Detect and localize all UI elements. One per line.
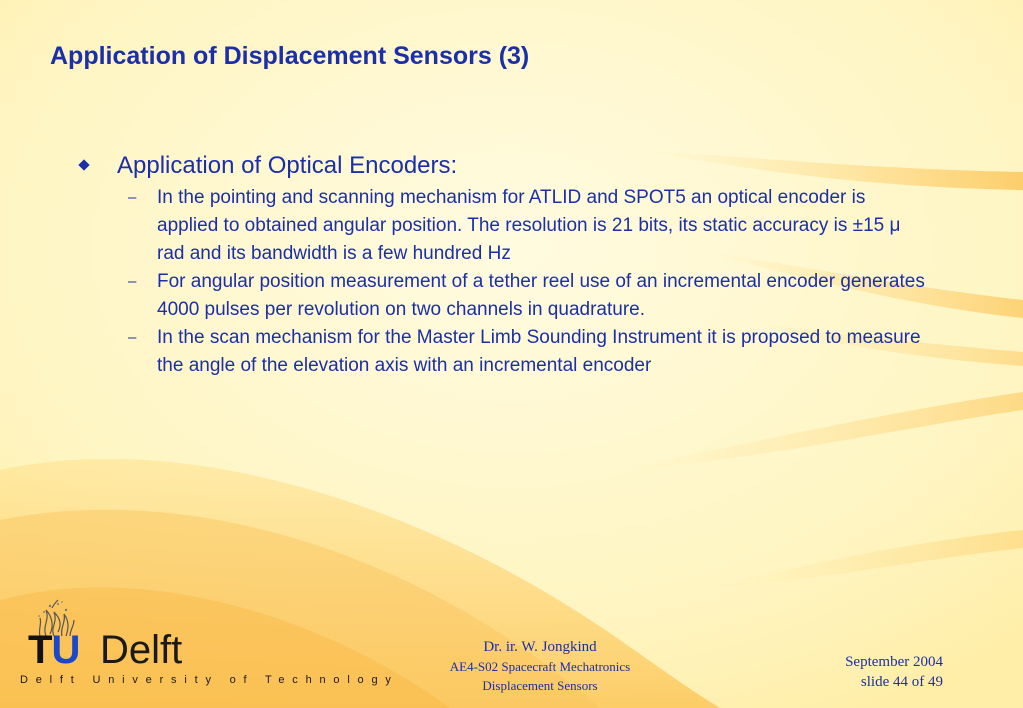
footer-course: AE4-S02 Spacecraft Mechatronics: [449, 659, 631, 674]
university-name: Delft University of Technology: [20, 674, 399, 686]
sub-bullet-list: [80, 184, 940, 380]
dash-bullet-icon: –: [128, 329, 137, 346]
footer-author: Dr. ir. W. Jongkind: [483, 639, 597, 655]
footer-date: September 2004: [845, 654, 943, 670]
sub-bullet-text: In the scan mechanism for the Master Limb Sounding Instrument it is proposed to measure the angle of the elevation axis with an incremental encoder: [157, 327, 921, 376]
sub-bullet-item: [80, 268, 940, 324]
sub-bullet-text: In the pointing and scanning mechanism for ATLID and SPOT5 an optical encoder is applied to obtained angular position. The resolution is 21 bits, its static accuracy is ±15 μ rad and its bandwidth is a few hundred Hz: [157, 187, 901, 264]
sub-bullet-item: [80, 324, 940, 380]
footer-topic: Displacement Sensors: [482, 678, 598, 693]
tu-delft-logo: [20, 598, 399, 698]
tu-wordmark: TU: [28, 628, 80, 672]
dash-bullet-icon: –: [128, 273, 137, 290]
sub-bullet-text: For angular position measurement of a tether reel use of an incremental encoder generates 4000 pulses per revolution on two channels in quadrature.: [157, 271, 925, 320]
diamond-bullet-icon: [78, 159, 89, 170]
bullet-item: [80, 150, 940, 182]
bullet-text: Application of Optical Encoders:: [117, 152, 458, 179]
slide-title: Application of Displacement Sensors (3): [50, 42, 530, 70]
footer-center: [400, 638, 680, 695]
slide-counter: slide 44 of 49: [860, 674, 943, 690]
dash-bullet-icon: –: [128, 189, 137, 206]
slide-content: [80, 150, 940, 380]
delft-wordmark: Delft: [100, 628, 183, 672]
footer-right: [760, 652, 943, 692]
sub-bullet-item: [80, 184, 940, 268]
